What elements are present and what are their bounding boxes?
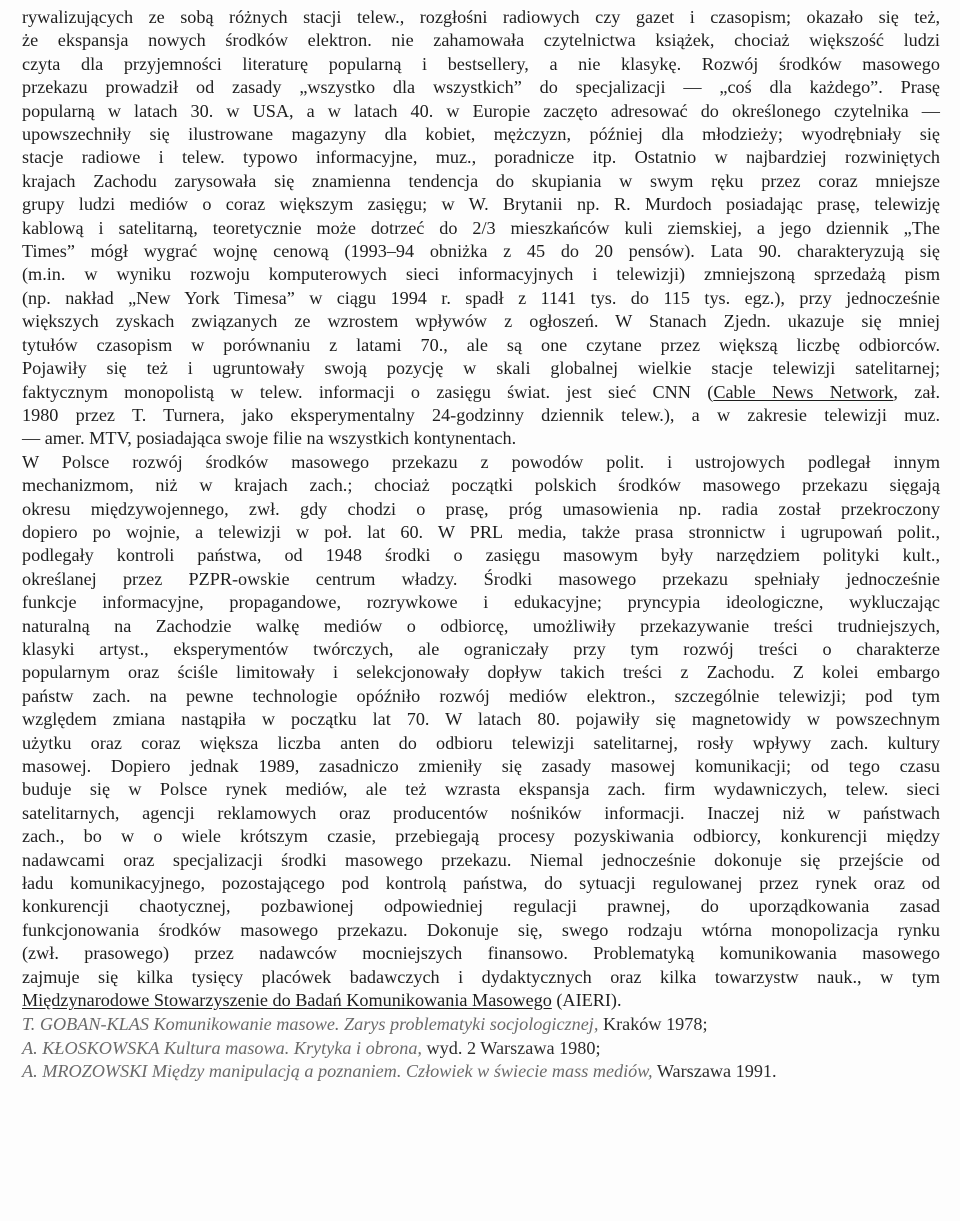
- text-line: funkcjonowania środków masowego przekazu. Dokonuje się, swego rodzaju wtórna monopolizacja rynku: [22, 919, 940, 940]
- text-line: popularnym oraz ściśle limitowały i selekcjonowały dopływ takich treści z Zachodu. Z kolei embargo: [22, 662, 940, 683]
- text-line: czyta dla przyjemności literaturę popularną i bestsellery, a nie klasykę. Rozwój środków masowego: [22, 53, 940, 74]
- text-line: że ekspansja nowych środków elektron. nie zahamowała czytelnictwa książek, chociaż większość ludzi: [22, 30, 940, 51]
- text-line: (zwł. prasowego) przez nadawców mocniejszych finansowo. Problematyką komunikowania masowego: [22, 943, 940, 964]
- text-line: nadawcami oraz specjalizacji środki masowego przekazu. Niemal jednocześnie dokonuje się przejście od: [22, 849, 940, 870]
- bibliography-entry: [22, 1060, 940, 1083]
- text-line: przekazu prowadził od zasady „wszystko dla wszystkich” do specjalizacji — „coś dla każdego”. Prasę: [22, 77, 940, 98]
- aieri-link[interactable]: Międzynarodowe Stowarzyszenie do Badań Komunikowania Masowego: [22, 990, 552, 1011]
- text-line: użytku oraz coraz większa liczba anten do odbioru telewizji satelitarnej, rosły wpływy zach. kultury: [22, 732, 940, 753]
- text-line: rywalizujących ze sobą różnych stacji telew., rozgłośni radiowych czy gazet i czasopism; okazało się też,: [22, 7, 940, 27]
- text-line-with-link: [22, 989, 940, 1012]
- text-line: krajach Zachodu zarysowała się znamienna tendencja do skupiania w swym ręku przez coraz mniejsze: [22, 170, 940, 191]
- reference-publication: Kraków 1978;: [602, 1014, 708, 1035]
- reference-title: Kultura masowa. Krytyka i obrona,: [163, 1037, 422, 1058]
- text-segment: (AIERI).: [551, 990, 622, 1011]
- text-line: naturalną na Zachodzie walkę mediów o odbiorcę, umożliwiły przekazywanie treści trudniejszych,: [22, 615, 940, 636]
- text-line: stacje radiowe i telew. typowo informacyjne, muz., poradnicze itp. Ostatnio w najbardziej rozwiniętych: [22, 147, 940, 168]
- bibliography-entry: [22, 1037, 940, 1060]
- text-line: (m.in. w wyniku rozwoju komputerowych sieci informacyjnych i telewizji) zmniejszoną sprzedażą pism: [22, 264, 940, 285]
- text-line: większych zyskach związanych ze wzrostem wpływów z ogłoszeń. W Stanach Zjedn. ukazuje się mniej: [22, 311, 940, 332]
- text-line: ładu komunikacyjnego, pozostającego pod kontrolą państwa, do sytuacji regulowanej przez rynek oraz od: [22, 873, 940, 894]
- bibliography-entry: [22, 1013, 940, 1036]
- reference-author: A. MROZOWSKI: [22, 1061, 148, 1082]
- text-line: zach., bo w o wiele krótszym czasie, przebiegają procesy pozyskiwania odbiorcy, konkurencji między: [22, 826, 940, 847]
- text-segment: faktycznym monopolistą w telew. informacji o zasięgu świat. jest sieć CNN (: [22, 381, 714, 402]
- reference-author: T. GOBAN-KLAS: [22, 1014, 149, 1035]
- cnn-link[interactable]: Cable News Network: [713, 381, 894, 402]
- text-line: — amer. MTV, posiadająca swoje filie na wszystkich kontynentach.: [22, 428, 517, 449]
- text-line: względem zmiana nastąpiła w początku lat 70. W latach 80. pojawiły się magnetowidy w powszechnym: [22, 709, 940, 730]
- text-line: W Polsce rozwój środków masowego przekazu z powodów polit. i ustrojowych podlegał innym: [22, 451, 940, 472]
- text-line: (np. nakład „New York Timesa” w ciągu 1994 r. spadł z 1141 tys. do 115 tys. egz.), przy jednocześnie: [22, 287, 940, 308]
- paragraph-1: [22, 6, 940, 451]
- paragraph-2: [22, 451, 940, 1013]
- text-line: popularną w latach 30. w USA, a w latach 40. w Europie zaczęto adresować do określonego czytelnika —: [22, 100, 940, 121]
- text-line: określanej przez PZPR-owskie centrum władzy. Środki masowego przekazu spełniały jednocześnie: [22, 568, 940, 589]
- text-line: tytułów czasopism w porównaniu z latami 70., ale są one czytane przez większą liczbę odbiorców.: [22, 334, 940, 355]
- text-line: państw zach. na pewne technologie opóźniło rozwój mediów elektron., szczególnie telewizji; pod tym: [22, 685, 940, 706]
- text-line: buduje się w Polsce rynek mediów, ale też wzrasta ekspansja zach. firm wydawniczych, telew. sieci: [22, 779, 940, 800]
- reference-publication: wyd. 2 Warszawa 1980;: [426, 1037, 601, 1058]
- text-line: konkurencji chaotycznej, pozbawionej odpowiedniej regulacji prawnej, do uporządkowania zasad: [22, 896, 940, 917]
- text-line-with-link: [22, 381, 940, 404]
- reference-title: Komunikowanie masowe. Zarys problematyki socjologicznej,: [153, 1014, 599, 1035]
- reference-title: Między manipulacją a poznaniem. Człowiek w świecie mass mediów,: [151, 1061, 653, 1082]
- text-line: dopiero po wojnie, a telewizji w poł. lat 60. W PRL media, także prasa stronnictw i ugrupowań polit.,: [22, 521, 940, 542]
- text-line: okresu międzywojennego, zwł. gdy chodzi o prasę, próg umasowienia np. radia został przekroczony: [22, 498, 940, 519]
- text-line: zajmuje się kilka tysięcy placówek badawczych i dydaktycznych oraz kilka towarzystw nauk., w tym: [22, 966, 940, 987]
- text-line: Times” mógł wygrać wojnę cenową (1993–94 obniżka z 45 do 20 pensów). Lata 90. charakteryzują się: [22, 241, 940, 262]
- reference-author: A. KŁOSKOWSKA: [22, 1037, 160, 1058]
- text-line: satelitarnych, agencji reklamowych oraz producentów nośników informacji. Inaczej niż w państwach: [22, 802, 940, 823]
- text-line: mechanizmom, niż w krajach zach.; chociaż początki polskich środków masowego przekazu sięgają: [22, 475, 940, 496]
- text-line: Pojawiły się też i ugruntowały swoją pozycję w skali globalnej wielkie stacje telewizji satelitarnej;: [22, 358, 940, 379]
- text-line: funkcje informacyjne, propagandowe, rozrywkowe i edukacyjne; pryncypia ideologiczne, wykluczając: [22, 592, 940, 613]
- text-line: grupy ludzi mediów o coraz większym zasięgu; w W. Brytanii np. R. Murdoch posiadając prasę, telewizję: [22, 194, 940, 215]
- text-line: podlegały kontroli państwa, od 1948 środki o zasięgu masowym były narzędziem polityki kult.,: [22, 545, 940, 566]
- text-line: upowszechniły się ilustrowane magazyny dla kobiet, mężczyzn, później dla młodzieży; wyodrębniały się: [22, 124, 940, 145]
- text-line: klasyki artyst., eksperymentów twórczych, ale ograniczały przy tym rozwój treści o charakterze: [22, 638, 940, 659]
- text-segment: , zał.: [893, 381, 941, 402]
- document-text: [22, 6, 940, 1084]
- reference-publication: Warszawa 1991.: [656, 1061, 777, 1082]
- text-line: 1980 przez T. Turnera, jako eksperymentalny 24-godzinny dziennik telew.), a w zakresie telewizji muz.: [22, 404, 940, 425]
- bibliography: [22, 1013, 940, 1083]
- text-line: masowej. Dopiero jednak 1989, zasadniczo zmieniły się zasady masowej komunikacji; od tego czasu: [22, 756, 940, 776]
- text-line: kablową i satelitarną, teoretycznie może dotrzeć do 2/3 mieszkańców kuli ziemskiej, a jego dziennik „The: [22, 217, 940, 238]
